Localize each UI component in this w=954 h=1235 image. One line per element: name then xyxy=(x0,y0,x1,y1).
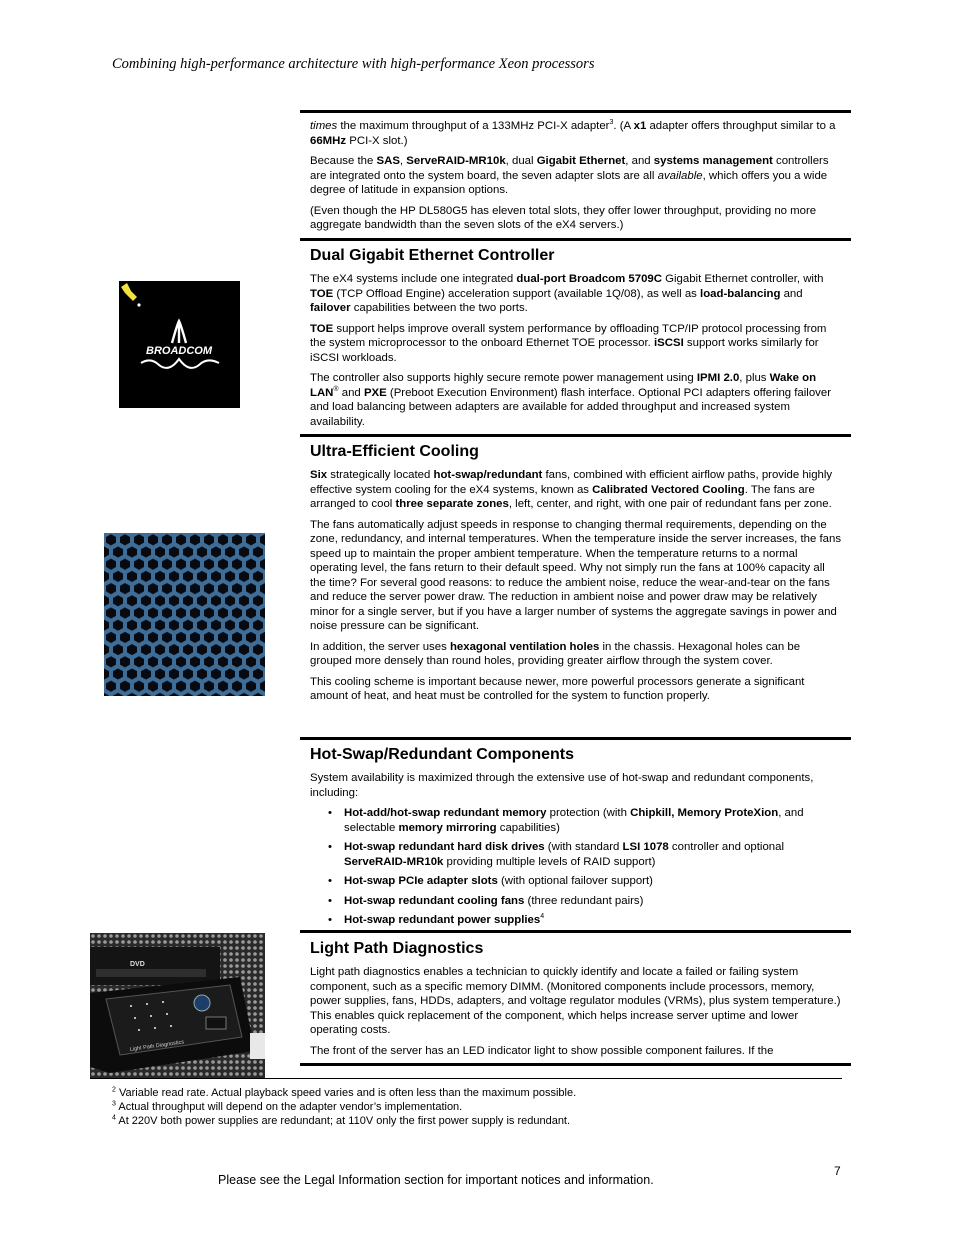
ethernet-paragraph-2: TOE support helps improve overall system performance by offloading TCP/IP protocol processing from the system microprocessor to the onboard Ethernet TOE processor. iSCSI support works similarly for iSCSI workloads. xyxy=(310,322,827,364)
footnote: $^2$ Variable read rate. Actual playback speed varies and is often less than the maximum possible. xyxy=(112,1086,577,1099)
lightpath-section-title: Light Path Diagnostics xyxy=(310,940,484,957)
footnotes xyxy=(112,1086,576,1128)
section-rule xyxy=(300,930,851,933)
cooling-section-title: Ultra-Efficient Cooling xyxy=(310,443,479,460)
footnote: $^4$ At 220V both power supplies are redundant; at 110V only the first power supply is redundant. xyxy=(112,1114,571,1127)
broadcom-logo-text: BROADCOM xyxy=(146,345,212,357)
intro-paragraph-3: (Even though the HP DL580G5 has eleven total slots, they offer lower throughput, providing no more aggregate bandwidth than the seven slots of the eX4 servers.) xyxy=(310,204,817,231)
cooling-section xyxy=(310,442,842,710)
hotswap-intro: System availability is maximized through the extensive use of hot-swap and redundant components, including: xyxy=(310,772,814,799)
panel-label-text: Light Path Diagnostics xyxy=(129,1039,185,1053)
legal-notice: Please see the Legal Information section for important notices and information. xyxy=(218,1173,654,1187)
footnote: $^3$ Actual throughput will depend on the adapter vendor’s implementation. xyxy=(112,1100,463,1113)
hexagonal-vent-image xyxy=(104,533,265,696)
intro-paragraph-2: Because the SAS, ServeRAID-MR10k, dual Gigabit Ethernet, and systems management controllers are integrated onto the system board, the seven adapter slots are all available, which offers you a wide degree of latitude in expansion options. xyxy=(310,155,829,196)
section-rule xyxy=(300,1063,851,1066)
intro-section xyxy=(310,119,842,239)
list-item: • Hot-swap redundant hard disk drives (with standard LSI 1078 controller and optional ServeRAID-MR10k providing multiple levels of RAID support) xyxy=(344,840,842,869)
section-rule xyxy=(300,434,851,437)
footnote-rule xyxy=(90,1078,842,1079)
hotswap-section xyxy=(310,745,842,933)
dvd-logo-text: DVD xyxy=(130,961,145,968)
page-number: 7 xyxy=(834,1164,841,1178)
cooling-paragraph-3: In addition, the server uses hexagonal ventilation holes in the chassis. Hexagonal holes can be grouped more densely than round holes, providing greater airflow through the system cover. xyxy=(310,640,801,667)
list-item: • Hot-add/hot-swap redundant memory protection (with Chipkill, Memory ProteXion, and selectable memory mirroring capabilities) xyxy=(344,806,842,835)
list-item: • Hot-swap redundant cooling fans (three redundant pairs) xyxy=(344,894,842,909)
ethernet-paragraph-3: The controller also supports highly secure remote power management using IPMI 2.0, plus Wake on LAN® and PXE (Preboot Execution Environment) flash interface. Optional PCI adapters offering failover and load balancing between adapters are available for added throughput and increased system availability. xyxy=(310,372,831,428)
ethernet-section xyxy=(310,246,842,435)
broadcom-logo-image xyxy=(119,281,240,408)
light-path-panel-image xyxy=(90,933,265,1079)
intro-paragraph-1: times the maximum throughput of a 133MHz PCI-X adapter$^3$. (A x1 adapter offers throughput similar to a 66MHz PCI-X slot.) xyxy=(310,119,836,147)
hotswap-section-title: Hot-Swap/Redundant Components xyxy=(310,746,574,763)
list-item: • Hot-swap redundant power supplies$^4$ xyxy=(344,913,842,928)
lightpath-section xyxy=(310,939,842,1064)
cooling-paragraph-4: This cooling scheme is important because newer, more powerful processors generate a significant amount of heat, and heat must be controlled for the system to function properly. xyxy=(310,675,805,702)
ethernet-paragraph-1: The eX4 systems include one integrated dual-port Broadcom 5709C Gigabit Ethernet controller, with TOE (TCP Offload Engine) acceleration support (available 1Q/08), as well as load-balancing and failover capabilities between the two ports. xyxy=(310,273,824,314)
ethernet-section-title: Dual Gigabit Ethernet Controller xyxy=(310,247,555,264)
cooling-paragraph-2: The fans automatically adjust speeds in response to changing thermal requirements, depending on the zone, redundancy, and internal temperatures. When the temperature inside the server increases, the fans speed up to maintain the proper ambient temperature. When the temperature returns to a normal operating level, the fans return to their default speed. Why not simply run the fans at 100% capacity all the time? For several good reasons: to reduce the ambient noise, reduce the wear-and-tear on the fans and reduce the server power draw. The reduction in ambient noise and power draw may be relatively minor for a single server, but if you have a larger number of systems the aggregate savings in power and noise pressure can be significant. xyxy=(310,518,842,632)
section-rule xyxy=(300,110,851,113)
section-rule xyxy=(300,238,851,241)
running-header: Combining high-performance architecture with high-performance Xeon processors xyxy=(112,56,595,72)
lightpath-paragraph-2: The front of the server has an LED indicator light to show possible component failures. If the xyxy=(310,1044,774,1057)
cooling-paragraph-1: Six strategically located hot-swap/redundant fans, combined with efficient airflow paths, provide highly effective system cooling for the eX4 systems, known as Calibrated Vectored Cooling. The fans are arranged to cool three separate zones, left, center, and right, with one pair of redundant fans per zone. xyxy=(310,469,833,510)
section-rule xyxy=(300,737,851,740)
list-item: • Hot-swap PCIe adapter slots (with optional failover support) xyxy=(344,874,842,889)
hotswap-list xyxy=(310,806,842,928)
lightpath-paragraph-1: Light path diagnostics enables a technician to quickly identify and locate a failed or failing system component, such as a specific memory DIMM. (Monitored components include processors, memory, power supplies, fans, HDDs, adapters, and voltage regulator modules (VRMs), plus system temperature.) This enables quick replacement of the component, which helps increase server uptime and lower operating costs. xyxy=(310,966,841,1036)
